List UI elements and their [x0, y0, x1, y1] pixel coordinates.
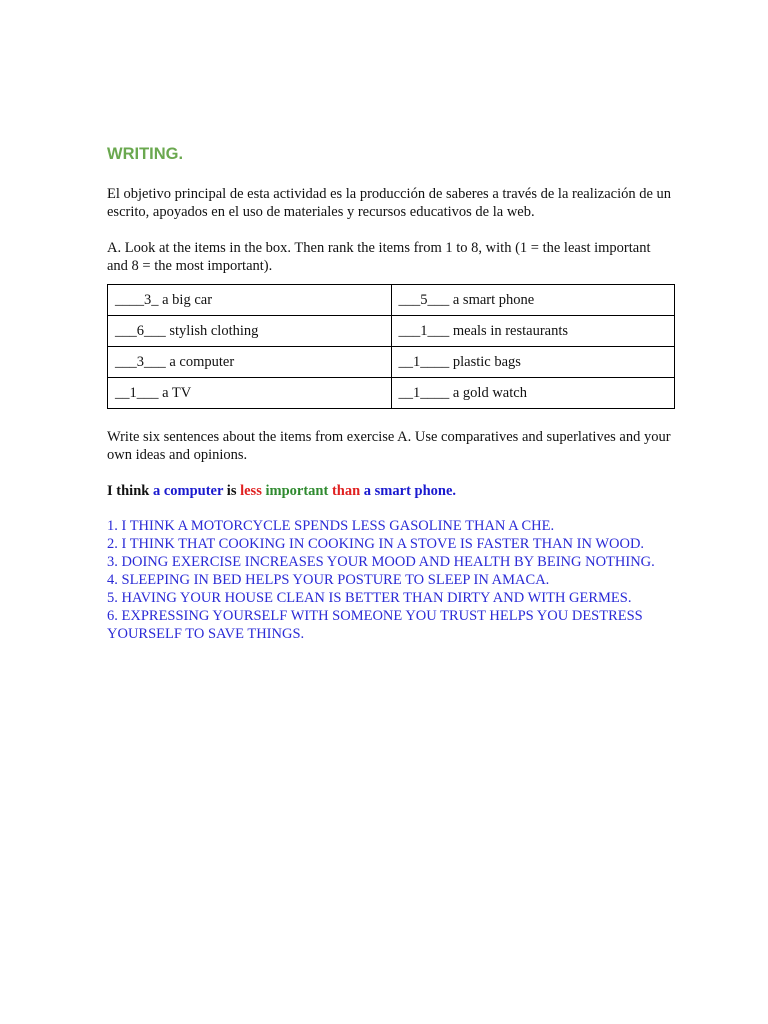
table-cell — [108, 316, 392, 347]
item-label: stylish clothing — [169, 323, 259, 339]
list-item: 6. EXPRESSING YOURSELF WITH SOMEONE YOU TRUST HELPS YOU DESTRESS YOURSELF TO SAVE THINGS. — [107, 608, 643, 642]
list-item: 1. I THINK A MOTORCYCLE SPENDS LESS GASOLINE THAN A CHE. — [107, 518, 555, 534]
rank-value: __1____ — [398, 385, 450, 401]
table-row — [108, 347, 675, 378]
table-cell — [391, 378, 675, 409]
item-label: a computer — [169, 354, 235, 370]
rank-value: ___6___ — [115, 323, 166, 339]
example-sentence — [107, 482, 675, 500]
example-object: a smart phone. — [360, 483, 457, 499]
item-label: plastic bags — [452, 354, 521, 370]
rank-value: ___5___ — [398, 292, 450, 308]
table-cell — [391, 316, 675, 347]
list-item: 2. I THINK THAT COOKING IN COOKING IN A STOVE IS FASTER THAN IN WOOD. — [107, 536, 645, 552]
list-item: 3. DOING EXERCISE INCREASES YOUR MOOD AND HEALTH BY BEING NOTHING. — [107, 554, 655, 570]
item-label: a gold watch — [452, 385, 527, 401]
table-row — [108, 316, 675, 347]
example-part: is — [223, 483, 241, 499]
intro-paragraph: El objetivo principal de esta actividad es la producción de saberes a través de la realización de un escrito, apoyados en el uso de materiales y recursos educativos de la web. — [107, 186, 672, 220]
section-heading: WRITING. — [107, 145, 184, 163]
item-label: a big car — [162, 292, 213, 308]
table-cell — [391, 285, 675, 316]
table-cell — [108, 378, 392, 409]
example-comparative-word: less — [240, 483, 262, 499]
item-label: a smart phone — [452, 292, 535, 308]
table-row — [108, 285, 675, 316]
example-than-word: than — [331, 483, 361, 499]
item-label: meals in restaurants — [452, 323, 569, 339]
table-cell — [108, 347, 392, 378]
table-cell — [108, 285, 392, 316]
table-cell — [391, 347, 675, 378]
sentence-list — [107, 517, 675, 643]
example-subject: a computer — [152, 483, 224, 499]
example-adjective: important — [261, 483, 332, 499]
example-part: I think — [107, 483, 153, 499]
rank-value: ____3_ — [115, 292, 159, 308]
rank-value: __1____ — [398, 354, 450, 370]
ranking-table — [107, 284, 675, 409]
table-row — [108, 378, 675, 409]
rank-value: ___3___ — [115, 354, 166, 370]
rank-value: __1___ — [115, 385, 159, 401]
item-label: a TV — [162, 385, 192, 401]
list-item: 4. SLEEPING IN BED HELPS YOUR POSTURE TO SLEEP IN AMACA. — [107, 572, 550, 588]
document-content — [107, 143, 675, 643]
rank-value: ___1___ — [398, 323, 450, 339]
instruction-paragraph: A. Look at the items in the box. Then rank the items from 1 to 8, with (1 = the least important and 8 = the most important). — [107, 240, 651, 274]
writing-prompt: Write six sentences about the items from exercise A. Use comparatives and superlatives and your own ideas and opinions. — [107, 429, 671, 463]
list-item: 5. HAVING YOUR HOUSE CLEAN IS BETTER THAN DIRTY AND WITH GERMES. — [107, 590, 632, 606]
